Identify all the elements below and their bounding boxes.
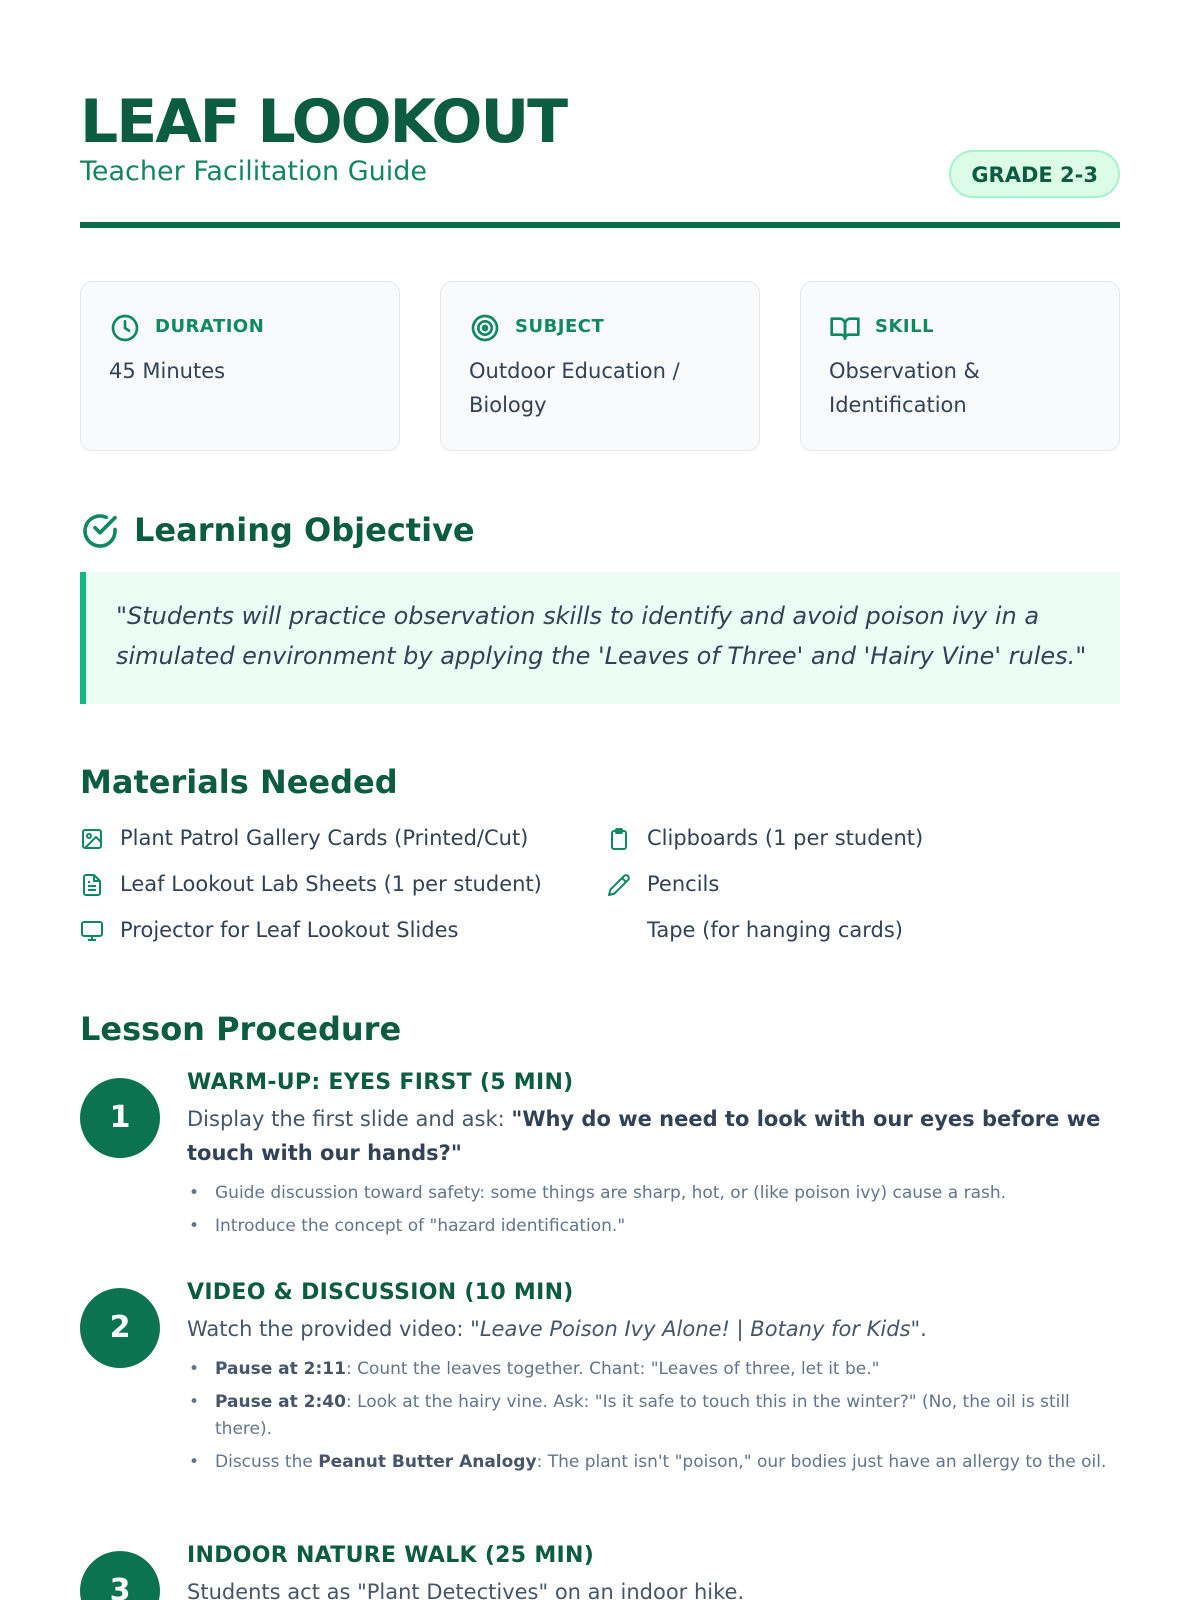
duration-label: DURATION: [155, 316, 265, 337]
skill-value: Observation & Identification: [829, 359, 980, 417]
target-icon: [469, 312, 501, 344]
step-number: 2: [80, 1288, 160, 1368]
objective-quote: "Students will practice observation skills to identify and avoid poison ivy in a simulated environment by applying the 'Leaves of Three' and 'Hairy Vine' rules.": [80, 572, 1120, 704]
material-text: Projector for Leaf Lookout Slides: [120, 918, 459, 942]
step-bullets: [187, 1356, 1120, 1476]
header: [80, 80, 1120, 228]
step-bullet: [187, 1356, 1120, 1383]
bullet-bold: Pause at 2:40: [215, 1392, 346, 1412]
step-description: [187, 1102, 1120, 1170]
step-number: 1: [80, 1078, 160, 1158]
pencil-icon: [607, 873, 631, 897]
book-open-icon: [829, 312, 861, 344]
subject-label: SUBJECT: [515, 316, 605, 337]
clock-icon: [109, 312, 141, 344]
step-desc-text: Watch the provided video:: [187, 1317, 471, 1341]
info-cards: [80, 281, 1120, 451]
step-desc-text: Students act as "Plant Detectives" on an indoor hike.: [187, 1580, 745, 1600]
step-bullet: [187, 1389, 1120, 1443]
material-text: Clipboards (1 per student): [647, 826, 924, 850]
step-desc-italic: "Leave Poison Ivy Alone! | Botany for Kids": [470, 1317, 921, 1341]
step-desc-text: .: [920, 1317, 927, 1341]
bullet-bold: Pause at 2:11: [215, 1359, 346, 1379]
step-bullets: [187, 1180, 1120, 1240]
bullet-bold: Peanut Butter Analogy: [318, 1452, 537, 1472]
subject-value: Outdoor Education / Biology: [469, 359, 680, 417]
grade-badge: GRADE 2-3: [949, 150, 1120, 198]
materials-list: [80, 822, 1120, 972]
step-bullet: [187, 1449, 1120, 1476]
step-description: [187, 1312, 1120, 1346]
step-title: VIDEO & DISCUSSION (10 MIN): [187, 1280, 574, 1305]
bullet-text: : The plant isn't "poison," our bodies just have an allergy to the oil.: [536, 1452, 1107, 1472]
step-desc-bold: "Why do we need to look with our eyes before we touch with our hands?": [187, 1107, 1101, 1165]
document-icon: [80, 873, 104, 897]
step-title: INDOOR NATURE WALK (25 MIN): [187, 1543, 595, 1568]
step-bullet: • Guide discussion toward safety: some things are sharp, hot, or (like poison ivy) cause a rash.: [187, 1180, 1120, 1207]
procedure-heading: Lesson Procedure: [80, 1010, 402, 1048]
material-text: Leaf Lookout Lab Sheets (1 per student): [120, 872, 542, 896]
page-subtitle: Teacher Facilitation Guide: [80, 156, 427, 187]
step-title: WARM-UP: EYES FIRST (5 MIN): [187, 1070, 574, 1095]
image-icon: [80, 827, 104, 851]
bullet-text: : Look at the hairy vine. Ask: "Is it safe to touch this in the winter?" (No, the oil is still there).: [215, 1392, 1070, 1439]
clipboard-icon: [607, 827, 631, 851]
skill-card: [800, 281, 1120, 451]
duration-value: 45 Minutes: [109, 359, 226, 383]
bullet-text: : Count the leaves together. Chant: "Leaves of three, let it be.": [345, 1359, 880, 1379]
step-body: [187, 1541, 1120, 1600]
material-text: Plant Patrol Gallery Cards (Printed/Cut): [120, 826, 529, 850]
lesson-guide-page: [80, 0, 1120, 1600]
material-text: Pencils: [647, 872, 720, 896]
material-text: Tape (for hanging cards): [647, 918, 903, 942]
duration-card: [80, 281, 400, 451]
bullet-text: Discuss the: [215, 1452, 319, 1472]
step-description: [187, 1575, 1120, 1600]
step-body: [187, 1278, 1120, 1482]
monitor-icon: [80, 919, 104, 943]
step-desc-text: Display the first slide and ask:: [187, 1107, 512, 1131]
materials-heading: Materials Needed: [80, 763, 398, 801]
page-title: LEAF LOOKOUT: [80, 87, 567, 157]
subject-card: [440, 281, 760, 451]
skill-label: SKILL: [875, 316, 935, 337]
step-body: [187, 1068, 1120, 1246]
check-circle-icon: [80, 511, 120, 551]
step-number: 3: [80, 1551, 160, 1600]
step-bullet: • Introduce the concept of "hazard identification.": [187, 1213, 1120, 1240]
objective-heading-text: Learning Objective: [134, 511, 475, 549]
